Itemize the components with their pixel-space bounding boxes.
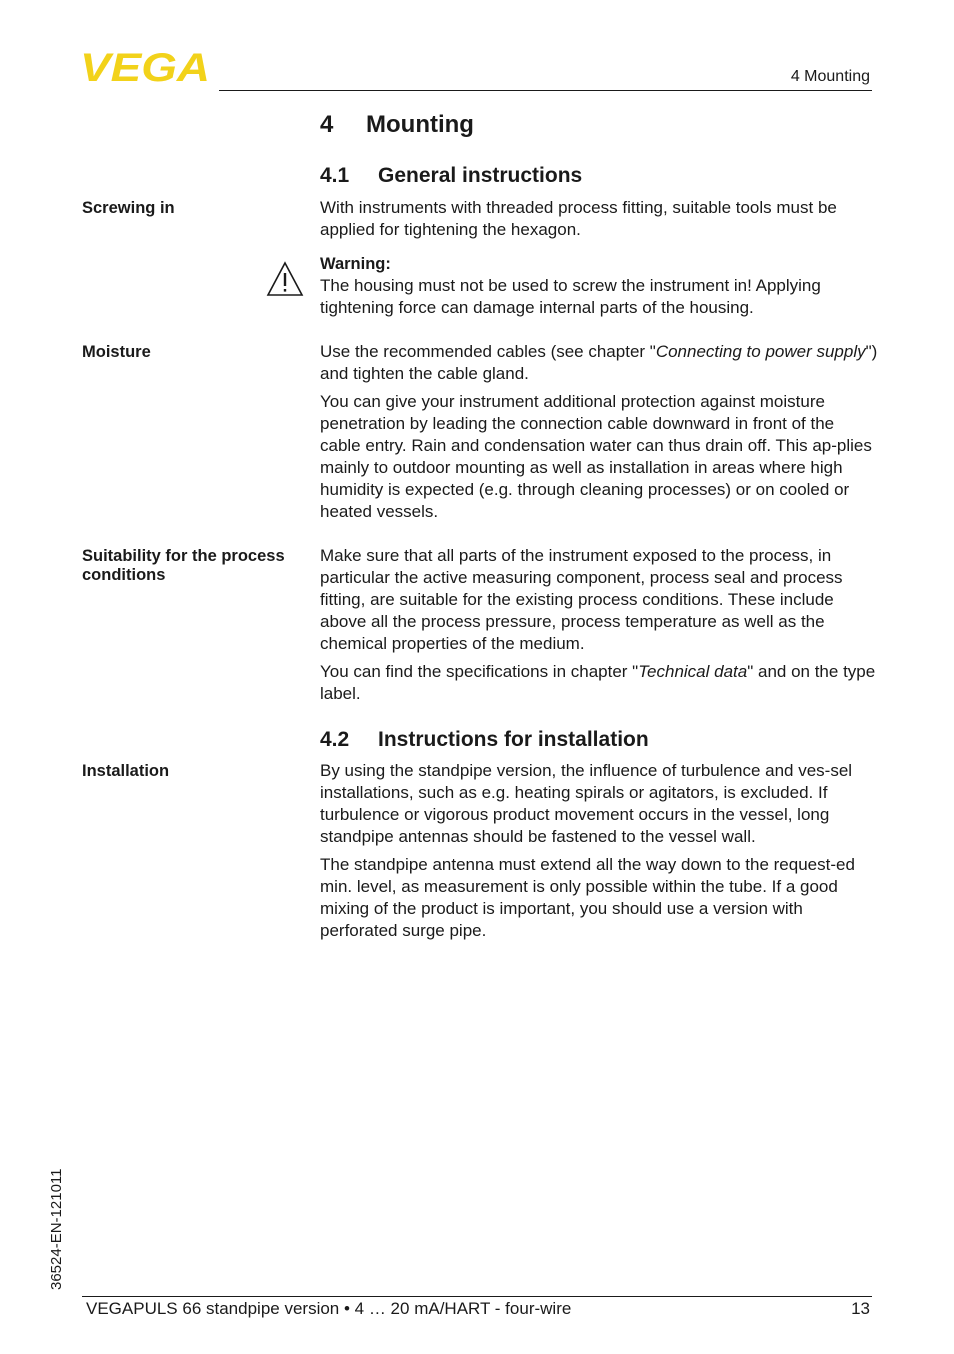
side-label-installation: Installation [82,762,170,780]
chapter-title [320,111,474,139]
suitability-paragraph-2: You can find the specifications in chapter "Technical data" and on the type label. [320,662,876,703]
section-4-2-title: Instructions for installation [378,728,649,751]
screwing-in-text [320,197,878,247]
section-4-2-number: 4.2 [320,728,350,751]
suitability-text [320,545,878,711]
side-label-moisture: Moisture [82,343,151,361]
warning-label: Warning: [320,255,391,273]
screwing-in-paragraph: With instruments with threaded process fitting, suitable tools must be applied for tightening the hexagon. [320,198,837,239]
section-4-1-title: General instructions [378,164,583,187]
moisture-paragraph-1: Use the recommended cables (see chapter "Connecting to power supply") and tighten the cable gland. [320,342,878,383]
side-label-suitability: Suitability for the process conditions [82,547,285,584]
footer-product: VEGAPULS 66 standpipe version • 4 … 20 mA/HART - four-wire [86,1299,572,1318]
suitability-paragraph-1: Make sure that all parts of the instrument exposed to the process, in particular the active measuring component, process seal and process fitting, are suitable for the existing process conditions. These include above all the process pressure, process temperature as well as the chemical properties of the medium. [320,546,843,653]
page-number: 13 [851,1299,870,1318]
section-4-1-heading [320,164,582,188]
running-header: 4 Mounting [790,68,870,85]
moisture-text [320,341,878,529]
installation-paragraph-1: By using the standpipe version, the influence of turbulence and ves-sel installations, such as e.g. heating spirals or agitators, is excluded. If turbulence or vigorous product movement occurs in the vessel, long standpipe antennas should be fastened to the vessel wall. [320,761,853,846]
installation-paragraph-2: The standpipe antenna must extend all the way down to the request-ed min. level, as measurement is only possible within the tube. If a good mixing of the product is important, you should use a version with perforated surge pipe. [320,855,855,940]
chapter-reference: Technical data [638,662,748,681]
header-divider [219,90,872,91]
section-4-2-heading [320,728,649,752]
chapter-reference: Connecting to power supply [655,342,866,361]
warning-triangle-icon [265,260,305,298]
installation-text [320,760,878,948]
section-4-1-number: 4.1 [320,164,350,187]
document-id: 36524-EN-121011 [48,1168,65,1290]
vega-logo [80,50,212,84]
chapter-title-text: Mounting [366,111,474,138]
side-label-screwing-in: Screwing in [82,199,175,217]
warning-block [320,253,878,325]
footer-divider [82,1296,872,1297]
warning-text: The housing must not be used to screw the instrument in! Applying tightening force can damage internal parts of the housing. [320,276,821,317]
moisture-paragraph-2: You can give your instrument additional protection against moisture penetration by leading the connection cable downward in front of the cable entry. Rain and condensation water can thus drain off. This ap-plies mainly to outdoor mounting as well as installation in areas where high humidity is expected (e.g. through cleaning processes) or on cooled or heated vessels. [320,392,872,521]
logo-text: VEGA [80,50,210,84]
chapter-number: 4 [320,111,334,138]
